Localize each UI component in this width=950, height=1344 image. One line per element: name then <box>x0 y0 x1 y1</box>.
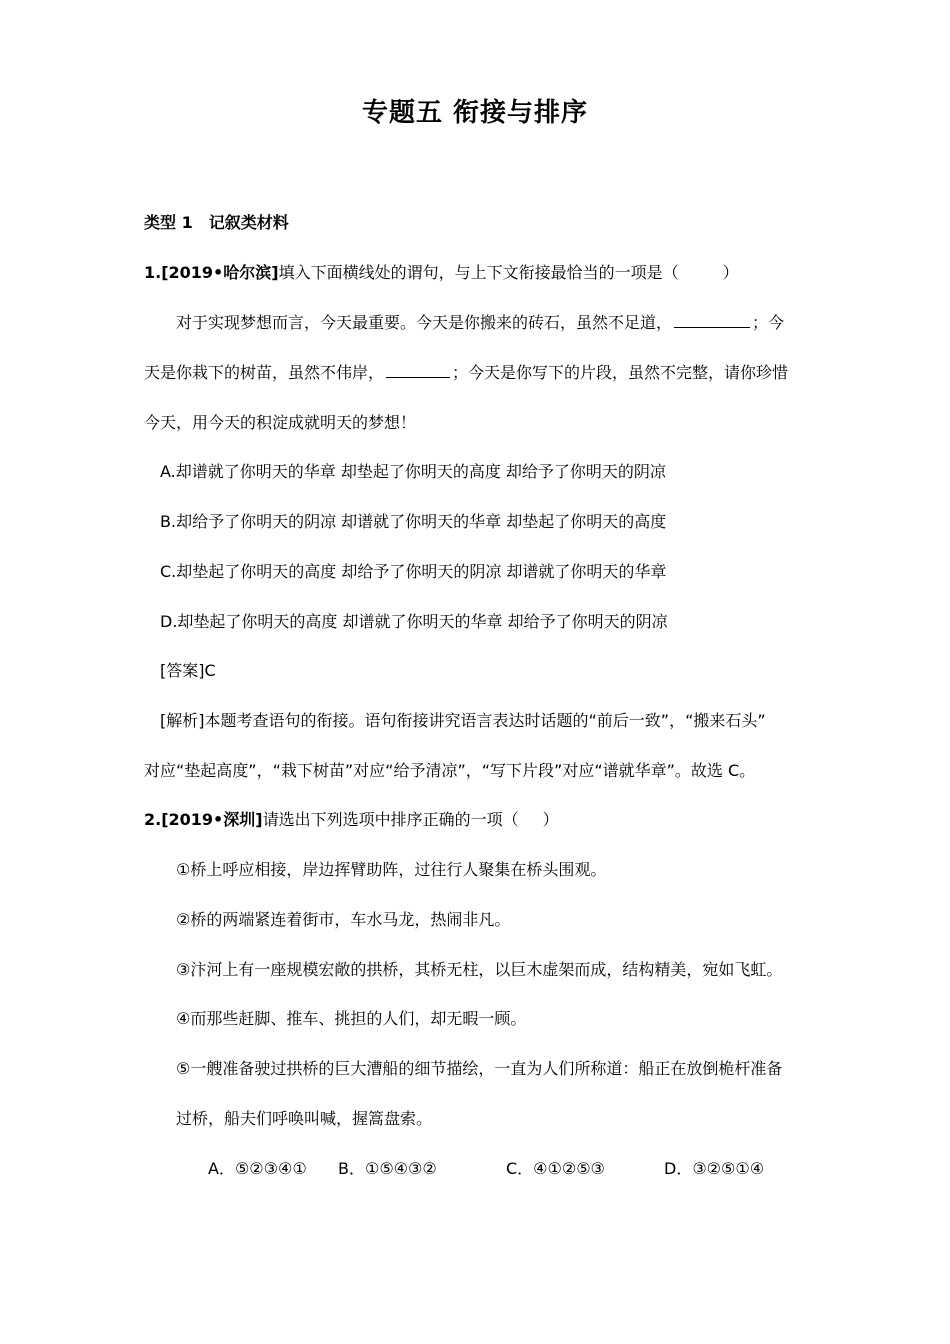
sentence-3: ③汴河上有一座规模宏敞的拱桥，其桥无柱，以巨木虚架而成，结构精美，宛如飞虹。 <box>176 960 783 979</box>
passage-line-2 <box>144 362 788 384</box>
option-c: C.却垫起了你明天的高度 却给予了你明天的阴凉 却谱就了你明天的华章 <box>160 562 667 581</box>
page-title: 专题五 衔接与排序 <box>361 98 589 128</box>
choice-d: D．③②⑤①④ <box>664 1159 765 1178</box>
question-1-tag: 1.[2019•哈尔滨] <box>144 263 279 282</box>
choice-b: B．①⑤④③② <box>338 1159 437 1178</box>
passage-text: 天是你栽下的树苗，虽然不伟岸， <box>144 363 385 382</box>
question-1-text: 填入下面横线处的谓句，与上下文衔接最恰当的一项是（ <box>278 263 679 282</box>
section-heading: 类型 1 记叙类材料 <box>144 213 289 232</box>
passage-text: ；今天是你写下的片段，虽然不完整，请你珍惜 <box>452 363 789 382</box>
question-1-stem <box>144 262 739 284</box>
question-2-tag: 2.[2019•深圳] <box>144 810 263 829</box>
sentence-2: ②桥的两端紧连着街市，车水马龙，热闹非凡。 <box>176 910 511 929</box>
passage-line-3: 今天，用今天的积淀成就明天的梦想！ <box>144 413 417 432</box>
question-2-text: 请选出下列选项中排序正确的一项（ <box>262 810 519 829</box>
passage-line-1 <box>176 312 784 334</box>
answer-blank-1 <box>674 313 750 328</box>
option-a: A.却谱就了你明天的华章 却垫起了你明天的高度 却给予了你明天的阴凉 <box>160 462 666 481</box>
option-d: D.却垫起了你明天的高度 却谱就了你明天的华章 却给予了你明天的阴凉 <box>160 612 668 631</box>
question-2-stem <box>144 809 559 831</box>
sentence-1: ①桥上呼应相接，岸边挥臂助阵，过往行人聚集在桥头围观。 <box>176 860 607 879</box>
choice-c: C．④①②⑤③ <box>506 1159 605 1178</box>
question-1-close: ） <box>722 263 739 282</box>
sentence-5-continued: 过桥，船夫们呼唤叫喊，握篙盘索。 <box>176 1109 433 1128</box>
question-2-close: ） <box>542 810 559 829</box>
option-b: B.却给予了你明天的阴凉 却谱就了你明天的华章 却垫起了你明天的高度 <box>160 512 667 531</box>
answer-line: [答案]C <box>160 661 216 680</box>
analysis-line-1: [解析]本题考查语句的衔接。语句衔接讲究语言表达时话题的“前后一致”，“搬来石头” <box>160 711 766 730</box>
choice-a: A．⑤②③④① <box>208 1159 307 1178</box>
analysis-line-2: 对应“垫起高度”，“栽下树苗”对应“给予清凉”，“写下片段”对应“谱就华章”。故选 C。 <box>144 761 756 780</box>
sentence-5: ⑤一艘准备驶过拱桥的巨大漕船的细节描绘，一直为人们所称道：船正在放倒桅杆准备 <box>176 1059 783 1078</box>
passage-text: ；今 <box>752 313 785 332</box>
sentence-4: ④而那些赶脚、推车、挑担的人们，却无暇一顾。 <box>176 1009 527 1028</box>
answer-blank-2 <box>386 363 450 378</box>
passage-text: 对于实现梦想而言，今天最重要。今天是你搬来的砖石，虽然不足道， <box>176 313 673 332</box>
